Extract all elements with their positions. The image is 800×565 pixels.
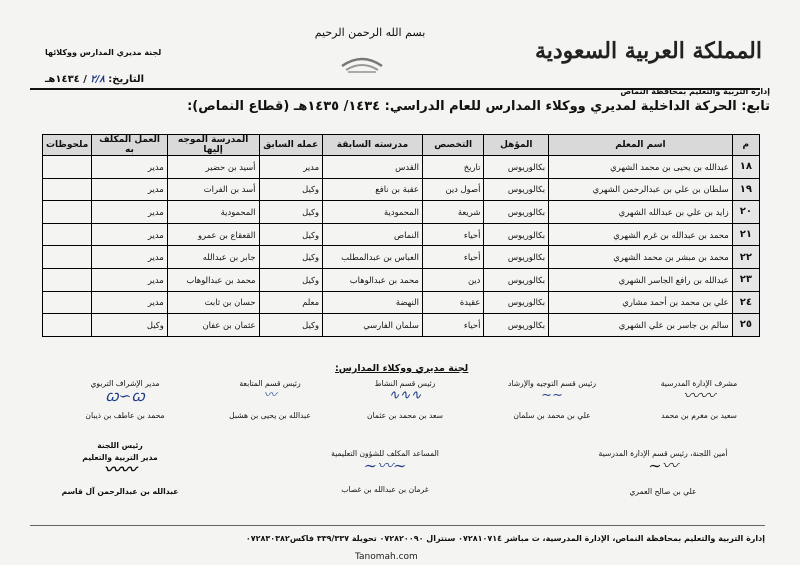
cell-assigned-job: مدير <box>92 201 167 224</box>
secretary <box>568 448 758 498</box>
footer-contact: إدارة التربية والتعليم بمحافظة النماص، الإدارة المدرسية، ت مباشر ٠٧٢٨١٠٧١٤ سنترال ٠٧٢٨٢٠٠٩٠ تحويلة ٣٣٩/٣٣٧ فاكس٠٧٢٨٣٠٣٨٢ <box>245 534 765 543</box>
signatory-2-role: رئيس قسم التوجيه والإرشاد <box>508 379 596 388</box>
signatory-5 <box>55 378 195 422</box>
cell-assigned-job: مدير <box>92 223 167 246</box>
secretary-signature-icon: 〰∽ <box>648 456 678 475</box>
cell-notes <box>43 223 92 246</box>
cell-target-school: عثمان بن عفان <box>167 314 259 337</box>
cell-previous-school: محمد بن عبدالوهاب <box>323 268 423 291</box>
signatory-4 <box>210 378 330 422</box>
committee-title: لجنة مديري ووكلاء المدارس: <box>335 363 469 374</box>
cell-qualification: بكالوريوس <box>484 156 549 179</box>
cell-qualification: بكالوريوس <box>484 178 549 201</box>
table-row <box>43 178 760 201</box>
cell-notes <box>43 268 92 291</box>
date-label: التاريخ: <box>108 74 145 85</box>
cell-previous-job: وكيل <box>259 246 323 269</box>
col-header-previous-job: عمله السابق <box>259 135 323 156</box>
cell-assigned-job: مدير <box>92 268 167 291</box>
table-row <box>43 291 760 314</box>
cell-target-school: حسان بن ثابت <box>167 291 259 314</box>
cell-number: ٢٢ <box>732 246 759 269</box>
chair-role-2: مدير التربية والتعليم <box>82 453 158 462</box>
col-header-number: م <box>732 135 759 156</box>
cell-target-school: القعقاع بن عمرو <box>167 223 259 246</box>
cell-specialty: عقيدة <box>422 291 484 314</box>
signatory-1-signature-icon: 〰〰 <box>682 386 715 405</box>
cell-assigned-job: وكيل <box>92 314 167 337</box>
date-line <box>45 74 144 85</box>
signatory-5-name: محمد بن عاطف بن ذيبان <box>85 411 165 420</box>
cell-qualification: بكالوريوس <box>484 223 549 246</box>
cell-assigned-job: مدير <box>92 246 167 269</box>
cell-teacher-name: محمد بن عبدالله بن غرم الشهري <box>549 223 733 246</box>
cell-previous-school: المحمودية <box>323 201 423 224</box>
signatory-5-signature-icon: ꞷ∽ꞷ <box>105 387 145 405</box>
table-row <box>43 156 760 179</box>
cell-assigned-job: مدير <box>92 291 167 314</box>
cell-notes <box>43 291 92 314</box>
col-header-previous-school: مدرسته السابقة <box>323 135 423 156</box>
cell-target-school: محمد بن عبدالوهاب <box>167 268 259 291</box>
cell-specialty: أحياء <box>422 246 484 269</box>
cell-qualification: بكالوريوس <box>484 201 549 224</box>
transfers-table <box>42 134 760 337</box>
cell-teacher-name: سالم بن جاسر بن علي الشهري <box>549 314 733 337</box>
table-row <box>43 223 760 246</box>
cell-teacher-name: زايد بن علي بن عبدالله الشهري <box>549 201 733 224</box>
cell-teacher-name: علي بن محمد بن أحمد مشاري <box>549 291 733 314</box>
cell-teacher-name: عبدالله بن يحيى بن محمد الشهري <box>549 156 733 179</box>
cell-teacher-name: محمد بن مبشر بن محمد الشهري <box>549 246 733 269</box>
signatory-4-signature-icon: 〰 <box>263 388 277 403</box>
cell-notes <box>43 314 92 337</box>
assistant-role: المساعد المكلف للشؤون التعليمية <box>331 449 439 458</box>
cell-number: ١٩ <box>732 178 759 201</box>
cell-specialty: أحياء <box>422 223 484 246</box>
cell-qualification: بكالوريوس <box>484 314 549 337</box>
signatory-4-role: رئيس قسم المتابعة <box>239 379 301 388</box>
signatory-5-role: مدير الإشراف التربوي <box>90 379 160 388</box>
cell-number: ٢٥ <box>732 314 759 337</box>
cell-specialty: شريعة <box>422 201 484 224</box>
signatory-3-name: سعد بن محمد بن عثمان <box>367 411 443 420</box>
col-header-teacher-name: اسم المعلم <box>549 135 733 156</box>
cell-qualification: بكالوريوس <box>484 268 549 291</box>
cell-target-school: أسيد بن حضير <box>167 156 259 179</box>
signatory-3-role: رئيس قسم النشاط <box>374 379 436 388</box>
header-rule <box>30 88 760 90</box>
cell-teacher-name: عبدالله بن رافع الجاسر الشهري <box>549 268 733 291</box>
date-year: / ١٤٣٤هـ <box>45 74 87 85</box>
assistant-signature-icon: ∽〰∽ <box>363 456 407 475</box>
col-header-assigned-job: العمل المكلف به <box>92 135 167 156</box>
table-header-row <box>43 135 760 156</box>
cell-notes <box>43 178 92 201</box>
committee-name: لجنة مديري المدارس ووكلائها <box>45 48 162 57</box>
col-header-target-school: المدرسة الموجه إليها <box>167 135 259 156</box>
assistant-name: غرمان بن عبدالله بن غصاب <box>341 485 429 494</box>
cell-target-school: جابر بن عبدالله <box>167 246 259 269</box>
cell-previous-school: سلمان الفارسي <box>323 314 423 337</box>
signatory-4-name: عبدالله بن يحيى بن هشبل <box>229 411 311 420</box>
col-header-qualification: المؤهل <box>484 135 549 156</box>
cell-specialty: أحياء <box>422 314 484 337</box>
cell-previous-job: وكيل <box>259 223 323 246</box>
cell-specialty: أصول دين <box>422 178 484 201</box>
cell-previous-school: القدس <box>323 156 423 179</box>
chair-role-1: رئيس اللجنة <box>97 441 143 450</box>
col-header-specialty: التخصص <box>422 135 484 156</box>
table-row <box>43 268 760 291</box>
document-title: تابع: الحركة الداخلية لمديري ووكلاء المدارس للعام الدراسي: ١٤٣٤/ ١٤٣٥هـ (قطاع النماص): <box>187 99 770 114</box>
signatory-2-name: علي بن محمد بن سلمان <box>513 411 591 420</box>
watermark: Tanomah.com <box>355 552 418 562</box>
signatory-3-signature-icon: ∿∿∿ <box>388 388 422 403</box>
table-row <box>43 314 760 337</box>
cell-notes <box>43 156 92 179</box>
cell-number: ١٨ <box>732 156 759 179</box>
cell-previous-job: وكيل <box>259 268 323 291</box>
signatory-2-signature-icon: ∽∽ <box>541 388 563 403</box>
cell-previous-job: معلم <box>259 291 323 314</box>
signatory-1-name: سعيد بن مغرم بن محمد <box>661 411 737 420</box>
signatory-1 <box>640 378 758 422</box>
cell-specialty: تاريخ <box>422 156 484 179</box>
cell-assigned-job: مدير <box>92 156 167 179</box>
cell-notes <box>43 201 92 224</box>
administration-name: إدارة التربية والتعليم بمحافظة النماص <box>620 87 770 96</box>
chair-name: عبدالله بن عبدالرحمن آل قاسم <box>61 487 179 496</box>
cell-number: ٢٤ <box>732 291 759 314</box>
cell-assigned-job: مدير <box>92 178 167 201</box>
ministry-logo-icon <box>338 40 386 78</box>
signatory-1-role: مشرف الإدارة المدرسية <box>660 379 738 388</box>
cell-previous-job: وكيل <box>259 178 323 201</box>
cell-specialty: دين <box>422 268 484 291</box>
cell-number: ٢١ <box>732 223 759 246</box>
footer-rule <box>30 525 765 526</box>
signatory-2 <box>482 378 622 422</box>
cell-number: ٢٠ <box>732 201 759 224</box>
cell-teacher-name: سلطان بن علي بن عبدالرحمن الشهري <box>549 178 733 201</box>
kingdom-heading: المملكة العربية السعودية <box>534 38 762 64</box>
cell-qualification: بكالوريوس <box>484 246 549 269</box>
cell-qualification: بكالوريوس <box>484 291 549 314</box>
table-row <box>43 246 760 269</box>
chair <box>35 440 205 498</box>
cell-previous-job: وكيل <box>259 314 323 337</box>
cell-previous-job: مدير <box>259 156 323 179</box>
cell-target-school: أسد بن الفرات <box>167 178 259 201</box>
col-header-notes: ملحوظات <box>43 135 92 156</box>
assistant <box>300 448 470 496</box>
table-row <box>43 201 760 224</box>
cell-notes <box>43 246 92 269</box>
cell-previous-school: العباس بن عبدالمطلب <box>323 246 423 269</box>
secretary-name: علي بن صالح العمري <box>629 487 697 496</box>
cell-previous-school: النماص <box>323 223 423 246</box>
date-handwritten: ٢/٨ <box>90 74 105 85</box>
cell-number: ٢٣ <box>732 268 759 291</box>
cell-previous-school: النهضة <box>323 291 423 314</box>
cell-previous-school: عقبة بن نافع <box>323 178 423 201</box>
signatory-3 <box>345 378 465 422</box>
chair-signature-icon: 〰〰 <box>103 460 136 479</box>
cell-previous-job: وكيل <box>259 201 323 224</box>
bismillah: بسم الله الرحمن الرحيم <box>314 26 426 39</box>
secretary-role: أمين اللجنة، رئيس قسم الإدارة المدرسية <box>598 449 728 458</box>
cell-target-school: المحمودية <box>167 201 259 224</box>
